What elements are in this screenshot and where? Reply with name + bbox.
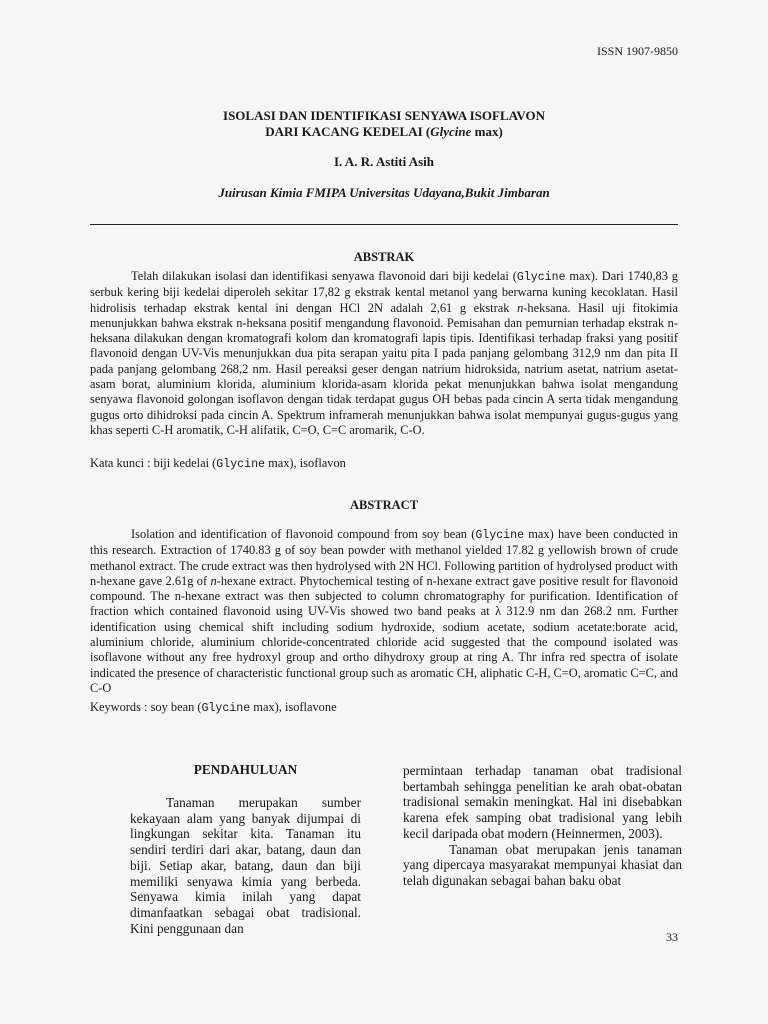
kata-kunci: Kata kunci : biji kedelai (Glycine max), isoflavon bbox=[90, 456, 346, 471]
abstract-body: Isolation and identification of flavonoid compound from soy bean (Glycine max) have been conducted in this research. Extraction of 1740.83 g of soy bean powder with methanol yielded 17.82 g yellowish brown of crude methanol extract. The crude extract was then hydrolysed with 2N HCl. Following partition of hydrolysed product with n-hexane gave 2.61g of n-hexane extract. Phytochemical testing of n-hexane extract gave positive result for flavonoid compound. The n-hexane extract was then subjected to column chromatography for purification. Identification of fraction which contained flavonoid using UV-Vis showed two band peaks at λ 312.9 nm dan 268.2 nm. Further identification using chemical shift including sodium hydroxide, sodium acetate, sodium acetate:borate acid, aluminium chloride, aluminium chloride-concentrated chloride acid suggested that the compound isolated was isoflavone without any free hydroxyl group and ortho dihydroxy group at ring A. Thr infra red spectra of isolate indicated the presence of characteristic functional group such as aromatic CH, aliphatic C-H, C=O, aromatic C=C, and C-O bbox=[90, 527, 678, 695]
paper-title-line2: DARI KACANG KEDELAI (Glycine max) bbox=[265, 124, 503, 139]
affiliation: Juirusan Kimia FMIPA Universitas Udayana,Bukit Jimbaran bbox=[218, 185, 550, 200]
author-name: I. A. R. Astiti Asih bbox=[333, 154, 435, 169]
keywords: Keywords : soy bean (Glycine max), isoflavone bbox=[90, 700, 337, 715]
pendahuluan-paragraph-1-cont: permintaan terhadap tanaman obat tradisional bertambah sehingga penelitian ke arah obat-obatan tradisional semakin meningkat. Hal ini disebabkan karena efek samping obat tradisional yang lebih kecil daripada obat modern (Heinnermen, 2003). bbox=[403, 763, 682, 841]
pendahuluan-paragraph-2: Tanaman obat merupakan jenis tanaman yang dipercaya masyarakat mempunyai khasiat dan telah digunakan sebagai bahan baku obat bbox=[403, 841, 682, 888]
pendahuluan-right-column bbox=[403, 763, 682, 889]
abstrak-body: Telah dilakukan isolasi dan identifikasi senyawa flavonoid dari biji kedelai (Glycine max). Dari 1740,83 g serbuk kering biji kedelai diperoleh sekitar 17,82 g ekstrak kental metanol yang berwarna kuning kecoklatan. Hasil hidrolisis terhadap ekstrak kental ini dengan HCl 2N adalah 2,61 g ekstrak n-heksana. Hasil uji fitokimia menunjukkan bahwa ekstrak n-heksana positif mengandung flavonoid. Pemisahan dan pemurnian terhadap ekstrak n-heksana dilakukan dengan kromatografi kolom dan kromatografi lapis tipis. Identifikasi terhadap fraksi yang positif flavonoid dengan UV-Vis menunjukkan dua pita serapan yaitu pita I pada panjang gelombang 312,9 nm dan pita II pada panjang gelombang 268,2 nm. Hasil pereaksi geser dengan natrium hidroksida, natrium asetat, natrium asetat-asam borat, aluminium klorida, aluminium klorida-asam klorida pekat menunjukkan bahwa isolat mengandung senyawa flavonoid golongan isoflavon dengan tidak terdapat gugus OH bebas pada cincin A serta tidak mengandung gugus orto dihidroksi pada cincin A. Spektrum inframerah menunjukkan bahwa isolat mempunyai gugus-gugus yang khas seperti C-H aromatik, C-H alifatik, C=O, C=C aromarik, C-O. bbox=[90, 269, 678, 437]
pendahuluan-heading: PENDAHULUAN bbox=[193, 762, 298, 777]
issn-label: ISSN 1907-9850 bbox=[596, 44, 678, 58]
pendahuluan-left-column bbox=[130, 795, 361, 936]
abstract-heading: ABSTRACT bbox=[349, 498, 419, 512]
glycine-italic: Glycine bbox=[430, 124, 472, 139]
pendahuluan-paragraph-1: Tanaman merupakan sumber kekayaan alam yang banyak dijumpai di lingkungan sekitar kita. Tanaman itu sendiri terdiri dari akar, batang, daun dan biji. Setiap akar, batang, daun dan biji memiliki senyawa kimia yang berbeda. Senyawa kimia inilah yang dapat dimanfaatkan sebagai obat tradisional. Kini penggunaan dan bbox=[130, 795, 361, 936]
page-number: 33 bbox=[666, 930, 678, 944]
paper-title-line1: ISOLASI DAN IDENTIFIKASI SENYAWA ISOFLAVON bbox=[223, 108, 545, 123]
abstrak-heading: ABSTRAK bbox=[353, 250, 415, 264]
header-divider bbox=[90, 224, 678, 225]
